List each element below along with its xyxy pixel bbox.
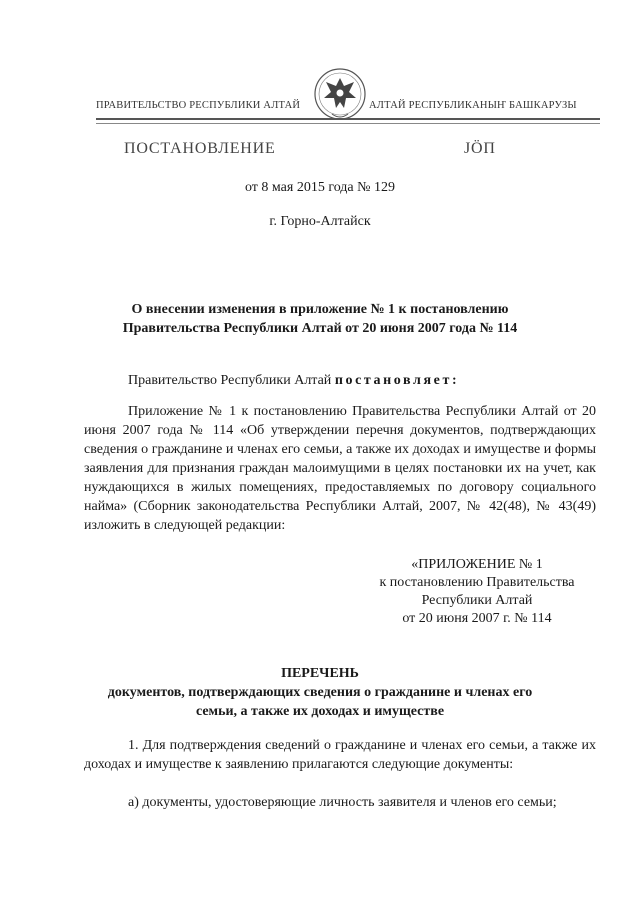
header-rule-thin bbox=[96, 123, 600, 124]
government-name-russian: ПРАВИТЕЛЬСТВО РЕСПУБЛИКИ АЛТАЙ bbox=[96, 100, 301, 111]
city: г. Горно-Алтайск bbox=[269, 214, 371, 229]
attachment-line-3: Республики Алтай bbox=[421, 593, 533, 608]
header-rule-thick bbox=[96, 118, 600, 120]
document-type-altai: JӦП bbox=[464, 140, 496, 157]
document-title bbox=[0, 300, 640, 338]
attachment-reference bbox=[366, 556, 588, 628]
attachment-line-2: к постановлению Правительства bbox=[379, 575, 575, 590]
attachment-line-1: «ПРИЛОЖЕНИЕ № 1 bbox=[411, 557, 543, 572]
document-type-russian: ПОСТАНОВЛЕНИЕ bbox=[124, 140, 276, 157]
list-heading: ПЕРЕЧЕНЬ bbox=[281, 666, 359, 681]
list-item-1a bbox=[84, 793, 596, 812]
list-item-1 bbox=[84, 736, 596, 774]
decree-intro bbox=[84, 371, 596, 390]
main-paragraph-text: Приложение № 1 к постановлению Правительства Республики Алтай от 20 июня 2007 года № 114 «Об утверждении перечня документов, подтверждающих сведения о гражданине и членах его семьи, а также их доходах и имуществе и формы заявления для признания граждан малоимущими в целях постановки их на учет, как нуждающихся в жилых помещениях, предоставляемых по договору социального найма» (Сборник законодательства Республики Алтай, 2007, № 42(48), № 43(49) изложить в следующей редакции: bbox=[84, 404, 596, 533]
government-name-altai: АЛТАЙ РЕСПУБЛИКАНЫҤ БАШКАРУЗЫ bbox=[369, 100, 577, 111]
attachment-line-4: от 20 июня 2007 г. № 114 bbox=[402, 611, 552, 626]
list-subheading-1: документов, подтверждающих сведения о гражданине и членах его bbox=[107, 685, 533, 700]
decree-verb: постановляет: bbox=[334, 373, 460, 388]
list-subheading-2: семьи, а также их доходах и имуществе bbox=[195, 704, 445, 719]
list-heading-block bbox=[0, 664, 640, 721]
list-item-1a-text: а) документы, удостоверяющие личность заявителя и членов его семьи; bbox=[128, 795, 557, 810]
date-and-number: от 8 мая 2015 года № 129 bbox=[244, 180, 396, 195]
list-item-1-text: 1. Для подтверждения сведений о гражданине и членах его семьи, а также их доходах и имуществе к заявлению прилагаются следующие документы: bbox=[84, 738, 596, 772]
title-line-2: Правительства Республики Алтай от 20 июня 2007 года № 114 bbox=[122, 321, 518, 336]
coat-of-arms-emblem-icon bbox=[312, 64, 368, 126]
title-line-1: О внесении изменения в приложение № 1 к постановлению bbox=[131, 302, 509, 317]
main-paragraph bbox=[84, 402, 596, 535]
decree-intro-text: Правительство Республики Алтай bbox=[128, 373, 335, 388]
